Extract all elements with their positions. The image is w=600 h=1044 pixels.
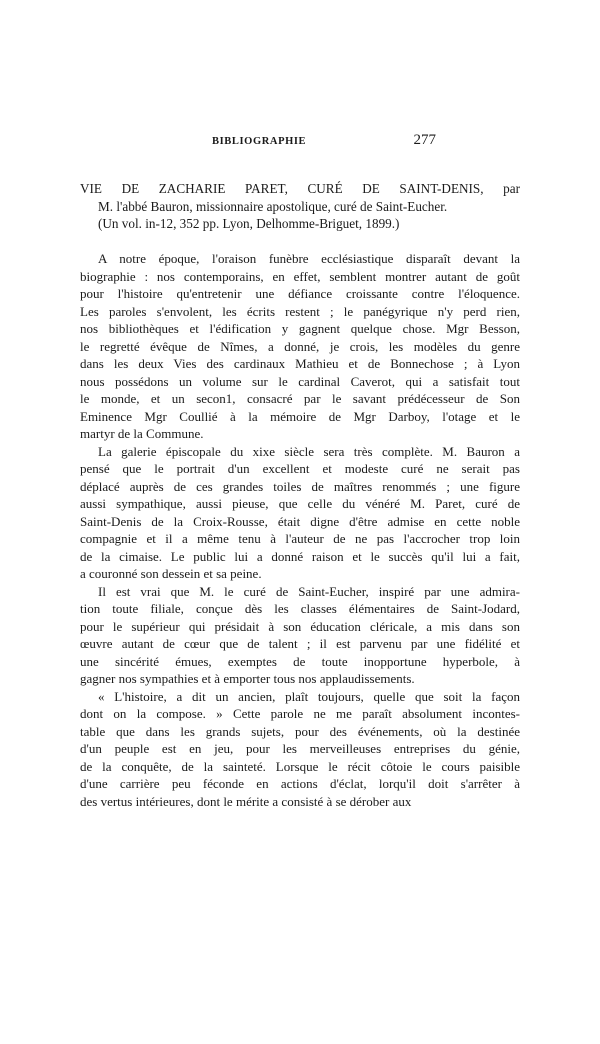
- text-line: le regretté évêque de Nîmes, a donné, je crois, les modèles du genre: [80, 338, 520, 354]
- text-line: le monde, et un secon1, consacré par le savant prédécesseur de Son: [80, 391, 520, 406]
- page-number: 277: [413, 132, 436, 148]
- text-line: Il est vrai que M. le curé de Saint-Eucher, inspiré par une admira-: [98, 583, 520, 599]
- text-line: pour l'histoire qu'entretenir une défiance croissante contre l'éloquence.: [80, 286, 520, 301]
- text-line: gagner nos sympathies et à emporter tous nos applaudissements.: [80, 671, 415, 686]
- text-line: compagnie et il a même tenu à l'auteur de ne pas l'accrocher trop loin: [80, 531, 520, 546]
- text-line: d'une carrière peu féconde en actions d'éclat, lorqu'il doit s'arrêter à: [80, 776, 520, 791]
- text-line: déplacé auprès de ces grandes toiles de maîtres renommés ; une figure: [80, 478, 520, 494]
- text-line: dont on la compose. » Cette parole ne me paraît absolument incontes-: [80, 706, 520, 721]
- text-line: Saint-Denis de la Croix-Rousse, était digne d'être admise en cette noble: [80, 513, 520, 529]
- text-line: Eminence Mgr Coullié à la mémoire de Mgr Darboy, l'otage et le: [80, 408, 520, 424]
- running-title: BIBLIOGRAPHIE: [212, 136, 307, 147]
- text-line: tion toute filiale, conçue dès les classes élémentaires de Saint-Jodard,: [80, 601, 520, 616]
- paragraph: [80, 688, 520, 811]
- text-line: dans les deux Vies des cardinaux Mathieu et de Bonnechose ; à Lyon: [80, 356, 520, 371]
- entry-author-line: M. l'abbé Bauron, missionnaire apostolique, curé de Saint-Eucher.: [98, 198, 448, 214]
- paragraph: [80, 583, 520, 688]
- text-line: nos bibliothèques et l'édification y gagnent quelque chose. Mgr Besson,: [80, 321, 520, 336]
- text-line: table que dans les grands sujets, pour des événements, où la destinée: [80, 723, 520, 739]
- text-line: « L'histoire, a dit un ancien, plaît toujours, quelle que soit la façon: [98, 688, 520, 704]
- text-line: biographie : nos contemporains, en effet, semblent montrer autant de goût: [80, 268, 520, 284]
- text-line: œuvre autant de cœur que de talent ; il est parvenu par une fidélité et: [80, 636, 520, 651]
- text-line: pensé que le portrait d'un excellent et modeste curé ne serait pas: [80, 461, 520, 476]
- text-line: aussi sympathique, aussi pieuse, que celle du vénéré M. Paret, curé de: [80, 496, 520, 511]
- text-line: pour le supérieur qui présidait à son éducation cléricale, a mis dans son: [80, 618, 520, 634]
- text-line: de la cimaise. Le public lui a donné raison et le succès qu'il lui a fait,: [80, 548, 520, 564]
- text-line: nous possédons un volume sur le cardinal Caverot, qui a satisfait tout: [80, 373, 520, 389]
- text-line: A notre époque, l'oraison funèbre ecclésiastique disparaît devant la: [98, 251, 520, 266]
- entry-title-line: VIE DE ZACHARIE PARET, CURÉ DE SAINT-DENIS, par: [80, 181, 520, 196]
- text-line: de la conquête, de la sainteté. Lorsque le récit côtoie le cours paisible: [80, 758, 520, 774]
- entry-publication-line: (Un vol. in-12, 352 pp. Lyon, Delhomme-Briguet, 1899.): [98, 216, 400, 231]
- text-line: une sincérité émues, exemptes de toute inopportune hyperbole, à: [80, 653, 520, 669]
- text-line: des vertus intérieures, dont le mérite a consisté à se dérober aux: [80, 793, 412, 809]
- text-line: a couronné son dessein et sa peine.: [80, 566, 262, 581]
- text-line: martyr de la Commune.: [80, 426, 204, 441]
- page-header: [200, 132, 436, 156]
- text-line: d'un peuple est en jeu, pour les merveilleuses entreprises du génie,: [80, 741, 520, 756]
- paragraph: [80, 250, 520, 443]
- review-body: [80, 250, 520, 810]
- text-line: La galerie épiscopale du xixe siècle sera très complète. M. Bauron a: [98, 443, 520, 459]
- bibliography-entry: [80, 180, 520, 233]
- paragraph: [80, 443, 520, 583]
- text-line: Les paroles s'envolent, les écrits restent ; le panégyrique n'y perd rien,: [80, 303, 520, 319]
